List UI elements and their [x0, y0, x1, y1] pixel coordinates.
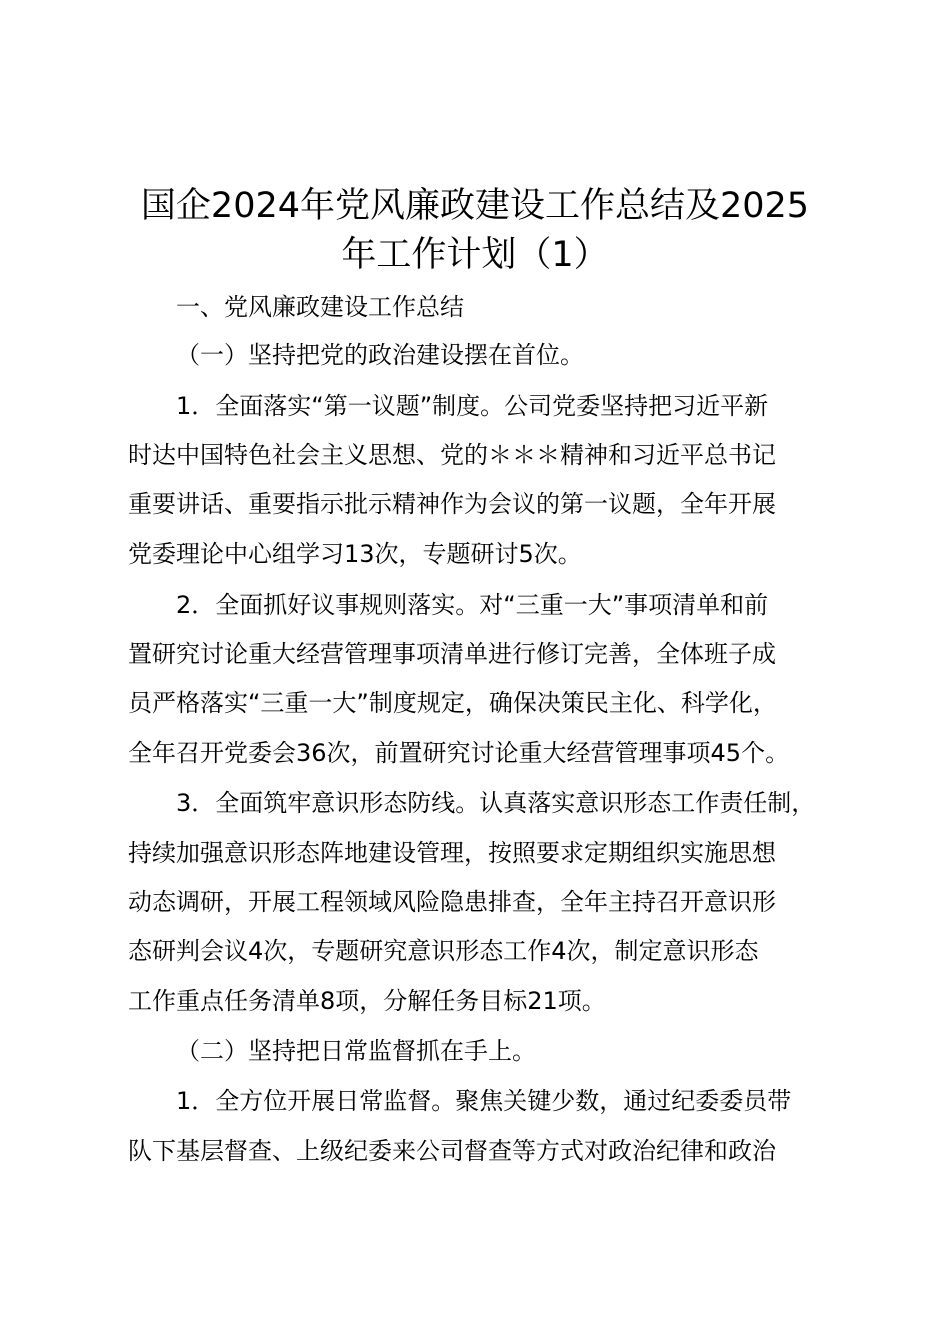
paragraph-line: 员严格落实“三重一大”制度规定，确保决策民主化、科学化，: [128, 689, 777, 717]
paragraph-line: 动态调研，开展工程领域风险隐患排查，全年主持召开意识形: [128, 888, 776, 916]
section-heading: 一、党风廉政建设工作总结: [176, 293, 464, 321]
paragraph-line: 重要讲话、重要指示批示精神作为会议的第一议题，全年开展: [128, 490, 776, 518]
document-title-line-2: 年工作计划（1）: [341, 235, 609, 275]
paragraph-line: 3．全面筑牢意识形态防线。认真落实意识形态工作责任制，: [176, 789, 816, 817]
paragraph-line: 党委理论中心组学习13次，专题研讨5次。: [128, 540, 582, 568]
paragraph-line: 态研判会议4次，专题研究意识形态工作4次，制定意识形态: [128, 937, 759, 965]
paragraph-line: 1．全面落实“第一议题”制度。公司党委坚持把习近平新: [176, 392, 769, 420]
paragraph-line: 置研究讨论重大经营管理事项清单进行修订完善，全体班子成: [128, 640, 776, 668]
paragraph-line: 工作重点任务清单8项，分解任务目标21项。: [128, 987, 606, 1015]
paragraph-line: 时达中国特色社会主义思想、党的＊＊＊精神和习近平总书记: [128, 441, 776, 469]
paragraph-line: 全年召开党委会36次，前置研究讨论重大经营管理事项45个。: [128, 739, 790, 767]
paragraph-line: 队下基层督查、上级纪委来公司督查等方式对政治纪律和政治: [128, 1137, 776, 1165]
document-title-line-1: 国企2024年党风廉政建设工作总结及2025: [140, 186, 810, 226]
paragraph-line: 2．全面抓好议事规则落实。对“三重一大”事项清单和前: [176, 591, 769, 619]
paragraph-line: 1．全方位开展日常监督。聚焦关键少数，通过纪委委员带: [176, 1087, 792, 1115]
subsection-heading: （一）坚持把党的政治建设摆在首位。: [176, 341, 584, 369]
paragraph-line: 持续加强意识形态阵地建设管理，按照要求定期组织实施思想: [128, 839, 776, 867]
subsection-heading: （二）坚持把日常监督抓在手上。: [176, 1037, 536, 1065]
